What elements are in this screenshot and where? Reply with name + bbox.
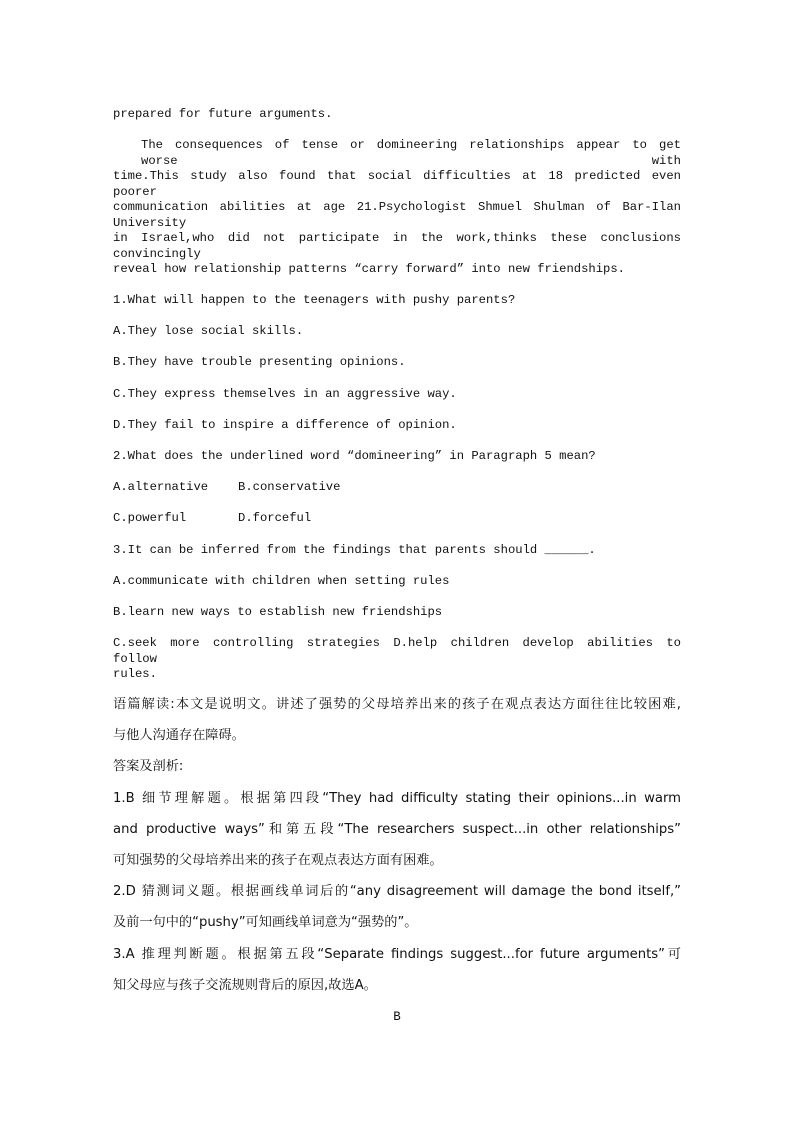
answer-3-continued: 知父母应与孩子交流规则背后的原因,故选A。: [113, 978, 377, 993]
option-1d: D.They fail to inspire a difference of opinion.: [113, 418, 457, 432]
answer-1-continued: and productive ways”和第五段“The researchers suspect...in other relationships”: [113, 822, 681, 837]
answer-3: 3.A 推理判断题。根据第五段“Separate findings suggest...for future arguments”可: [113, 947, 681, 962]
reading-note: 语篇解读:本文是说明文。讲述了强势的父母培养出来的孩子在观点表达方面往往比较困难,: [113, 697, 681, 712]
passage-line: in Israel,who did not participate in the work,thinks these conclusions convincingly: [113, 231, 681, 261]
option-2a: A.alternative: [113, 480, 209, 494]
passage-line: The consequences of tense or domineering relationships appear to get worse with: [141, 138, 681, 168]
option-3a: A.communicate with children when setting rules: [113, 574, 450, 588]
options-2ab: [113, 479, 681, 495]
reading-note-continued: 与他人沟通存在障碍。: [113, 728, 245, 743]
section-label: B: [393, 1010, 401, 1024]
question-1: 1.What will happen to the teenagers with pushy parents?: [113, 293, 516, 307]
answer-1-continued: 可知强势的父母培养出来的孩子在观点表达方面有困难。: [113, 853, 443, 868]
option-3d-continued: rules.: [113, 667, 157, 681]
option-3b: B.learn new ways to establish new friendships: [113, 605, 443, 619]
option-2b: B.conservative: [238, 480, 341, 494]
passage-line: prepared for future arguments.: [113, 107, 333, 121]
option-3cd: C.seek more controlling strategies D.help children develop abilities to follow: [113, 636, 681, 666]
question-3: 3.It can be inferred from the findings that parents should ______.: [113, 543, 596, 557]
option-1b: B.They have trouble presenting opinions.: [113, 355, 406, 369]
option-1c: C.They express themselves in an aggressive way.: [113, 387, 457, 401]
options-2cd: [113, 510, 681, 526]
answer-2: 2.D 猜测词义题。根据画线单词后的“any disagreement will damage the bond itself,”: [113, 884, 681, 899]
passage-line: communication abilities at age 21.Psychologist Shmuel Shulman of Bar-Ilan University: [113, 200, 681, 230]
question-2: 2.What does the underlined word “domineering” in Paragraph 5 mean?: [113, 449, 596, 463]
answer-1: 1.B 细节理解题。根据第四段“They had difficulty stating their opinions...in warm: [113, 791, 681, 806]
option-1a: A.They lose social skills.: [113, 324, 304, 338]
passage-line: reveal how relationship patterns “carry forward” into new friendships.: [113, 262, 625, 276]
passage-line: time.This study also found that social difficulties at 18 predicted even poorer: [113, 169, 681, 199]
option-2c: C.powerful: [113, 511, 187, 525]
option-2d: D.forceful: [238, 511, 312, 525]
answer-2-continued: 及前一句中的“pushy”可知画线单词意为“强势的”。: [113, 915, 418, 930]
answer-header: 答案及剖析:: [113, 759, 184, 774]
